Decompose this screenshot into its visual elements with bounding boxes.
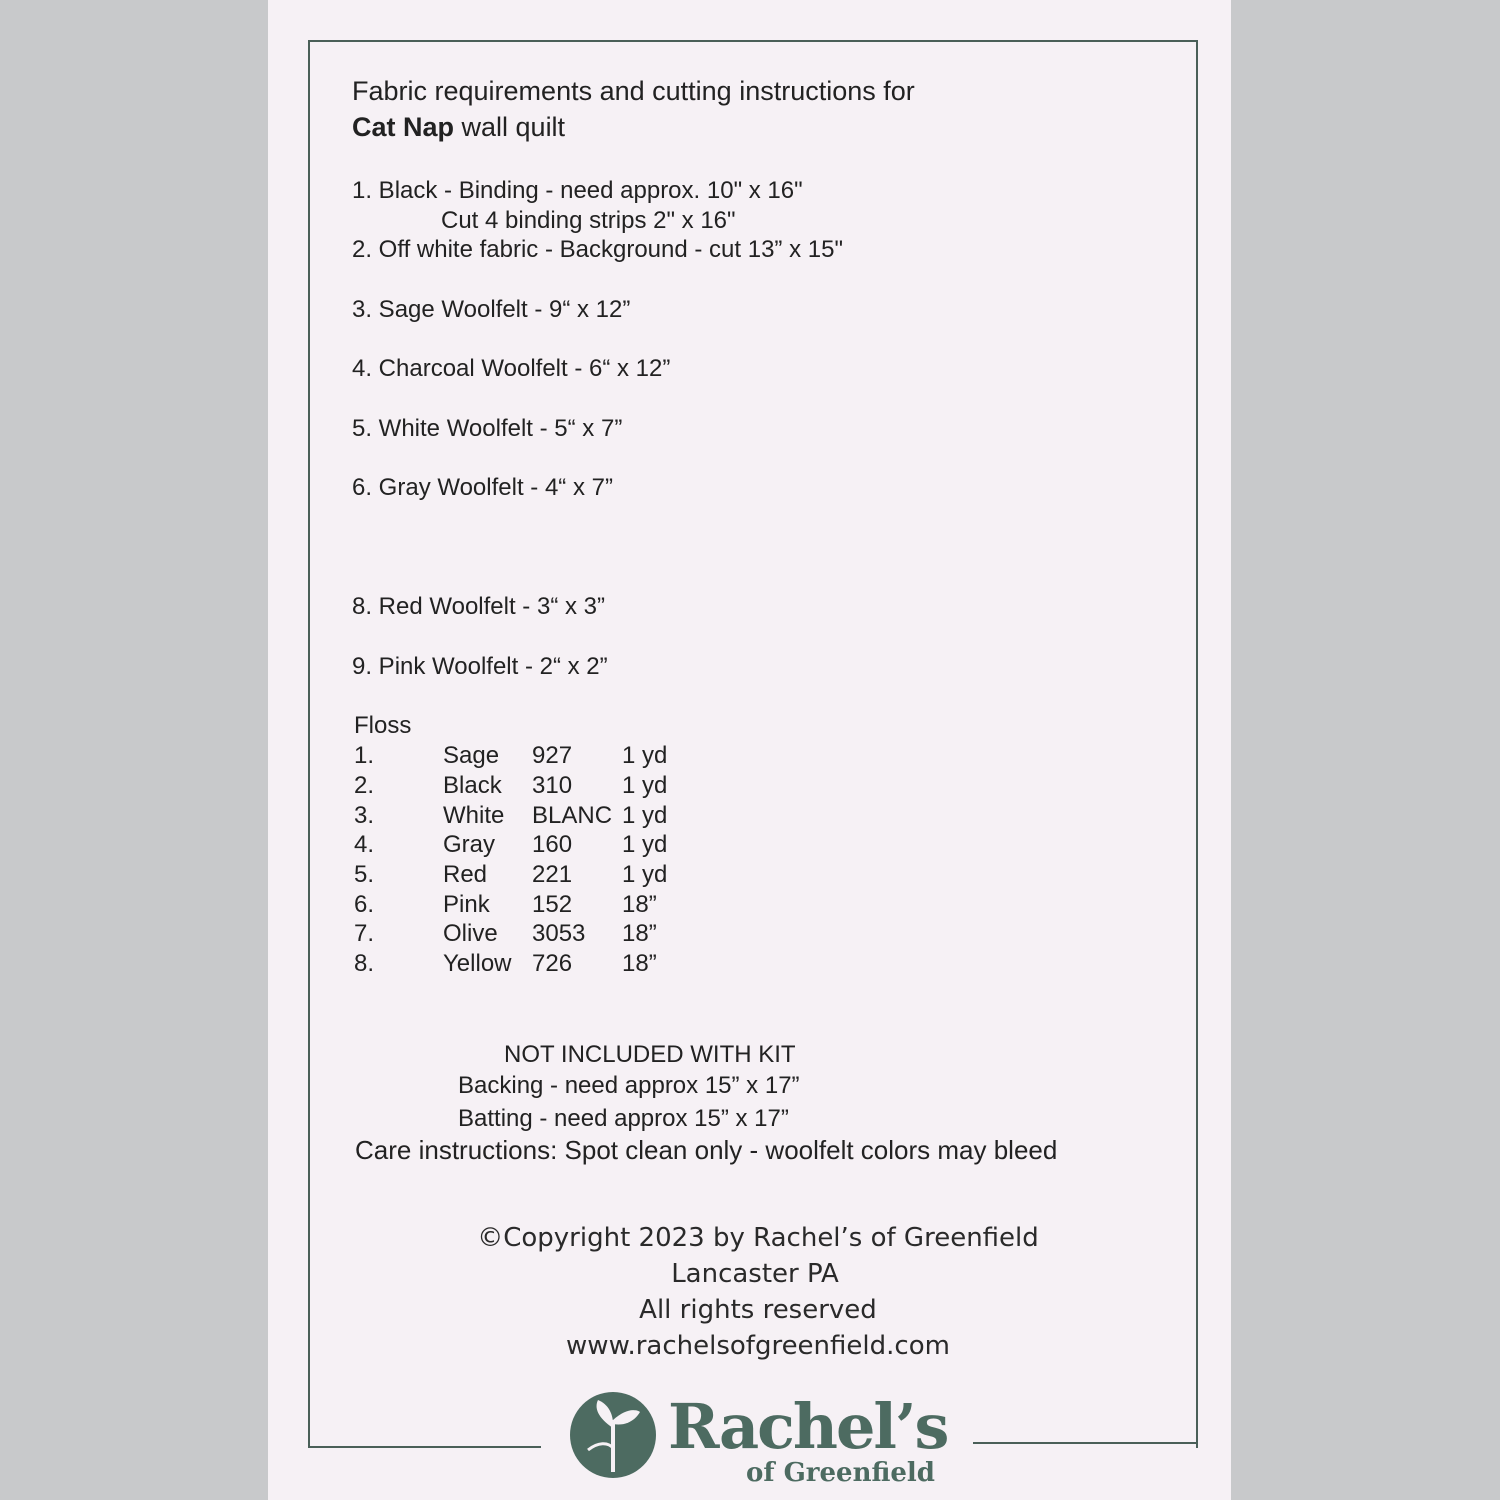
floss-length: 18” xyxy=(622,950,657,977)
floss-name: White xyxy=(443,802,505,829)
floss-code: 160 xyxy=(532,831,573,858)
floss-num: 1. xyxy=(354,742,375,769)
floss-length: 1 yd xyxy=(622,831,668,858)
floss-code: 310 xyxy=(532,772,573,799)
floss-length: 1 yd xyxy=(622,742,668,769)
frame-border-bottom-right xyxy=(973,1442,1198,1444)
floss-num: 7. xyxy=(354,920,375,947)
frame-border-top xyxy=(308,40,1198,42)
location-text: Lancaster PA xyxy=(671,1259,839,1289)
floss-code: 221 xyxy=(532,861,573,888)
floss-name: Olive xyxy=(443,920,498,947)
fabric-item-2: 2. Off white fabric - Background - cut 13” x 15" xyxy=(352,236,843,263)
batting-requirement: Batting - need approx 15” x 17” xyxy=(458,1105,789,1132)
floss-code: 927 xyxy=(532,742,573,769)
fabric-item-9: 9. Pink Woolfelt - 2“ x 2” xyxy=(352,653,608,680)
logo-subtitle: of Greenfield xyxy=(746,1458,935,1488)
instruction-sheet xyxy=(268,0,1231,1500)
rights-text: All rights reserved xyxy=(639,1295,877,1325)
pattern-suffix: wall quilt xyxy=(454,112,566,142)
floss-name: Red xyxy=(443,861,488,888)
floss-length: 18” xyxy=(622,920,657,947)
fabric-item-1-sub: Cut 4 binding strips 2" x 16" xyxy=(441,207,736,234)
floss-heading: Floss xyxy=(354,712,412,739)
backing-requirement: Backing - need approx 15” x 17” xyxy=(458,1072,800,1099)
floss-name: Gray xyxy=(443,831,496,858)
floss-length: 18” xyxy=(622,891,657,918)
fabric-item-3: 3. Sage Woolfelt - 9“ x 12” xyxy=(352,296,631,323)
floss-code: 3053 xyxy=(532,920,586,947)
floss-num: 5. xyxy=(354,861,375,888)
floss-name: Yellow xyxy=(443,950,512,977)
floss-name: Pink xyxy=(443,891,490,918)
care-instructions: Care instructions: Spot clean only - woolfelt colors may bleed xyxy=(355,1135,1058,1165)
fabric-item-4: 4. Charcoal Woolfelt - 6“ x 12” xyxy=(352,355,671,382)
floss-length: 1 yd xyxy=(622,802,668,829)
floss-num: 3. xyxy=(354,802,375,829)
logo-wordmark: Rachel’s xyxy=(668,1390,948,1463)
floss-name: Black xyxy=(443,772,502,799)
fabric-item-1: 1. Black - Binding - need approx. 10" x 16" xyxy=(352,177,803,204)
floss-name: Sage xyxy=(443,742,500,769)
floss-num: 4. xyxy=(354,831,375,858)
pattern-name: Cat Nap xyxy=(352,112,455,142)
floss-num: 2. xyxy=(354,772,375,799)
floss-length: 1 yd xyxy=(622,772,668,799)
tree-emblem-icon xyxy=(568,1390,658,1480)
floss-length: 1 yd xyxy=(622,861,668,888)
floss-code: 152 xyxy=(532,891,573,918)
website-link[interactable]: www.rachelsofgreenfield.com xyxy=(566,1331,950,1361)
floss-num: 6. xyxy=(354,891,375,918)
brand-logo xyxy=(568,1388,948,1500)
fabric-item-8: 8. Red Woolfelt - 3“ x 3” xyxy=(352,593,605,620)
fabric-item-6: 6. Gray Woolfelt - 4“ x 7” xyxy=(352,474,613,501)
fabric-item-5: 5. White Woolfelt - 5“ x 7” xyxy=(352,415,623,442)
page-title-line2 xyxy=(352,110,565,144)
copyright-text: ©Copyright 2023 by Rachel’s of Greenfield xyxy=(477,1223,1039,1253)
not-included-heading: NOT INCLUDED WITH KIT xyxy=(504,1041,796,1068)
floss-code: BLANC xyxy=(532,802,613,829)
page-title-line1: Fabric requirements and cutting instructions for xyxy=(352,76,915,106)
floss-num: 8. xyxy=(354,950,375,977)
floss-code: 726 xyxy=(532,950,573,977)
frame-border-bottom-left xyxy=(308,1446,541,1448)
